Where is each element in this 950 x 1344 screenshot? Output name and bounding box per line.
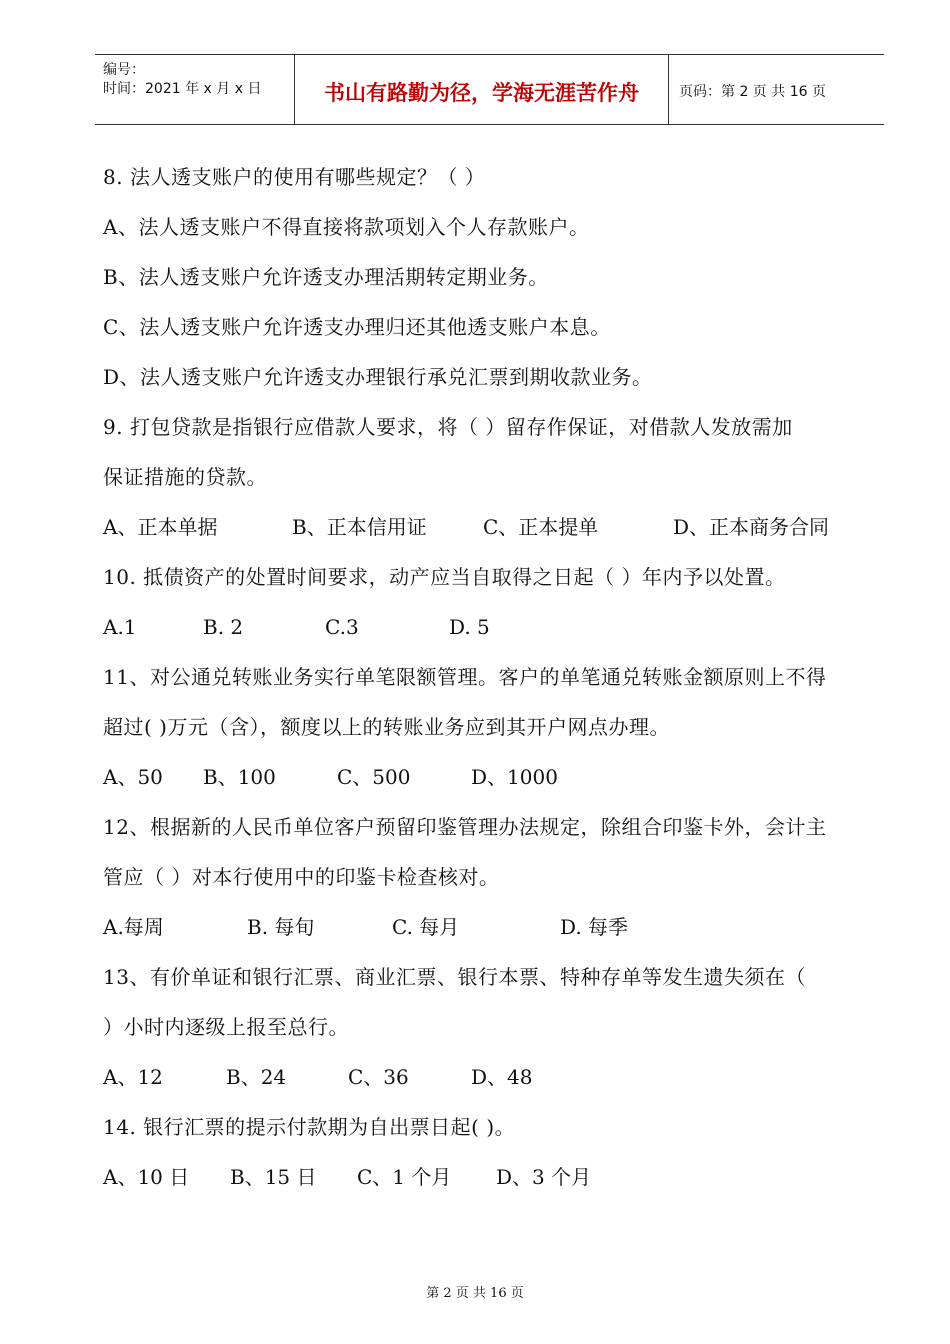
question-option: B、15 日 — [230, 1165, 317, 1189]
question-stem: 8. 法人透支账户的使用有哪些规定？（ ） — [103, 165, 486, 189]
question-option: C、法人透支账户允许透支办理归还其他透支账户本息。 — [103, 315, 611, 339]
question-option: C.3 — [325, 615, 359, 639]
question-option: D、48 — [471, 1065, 533, 1089]
page-footer: 第 2 页 共 16 页 — [426, 1286, 524, 1301]
question-option: A.1 — [103, 615, 137, 639]
question-option: D、3 个月 — [496, 1165, 592, 1189]
header-motto-cell — [295, 55, 669, 124]
question-stem: 保证措施的贷款。 — [103, 465, 267, 489]
question-stem: 9. 打包贷款是指银行应借款人要求，将（ ）留存作保证，对借款人发放需加 — [103, 415, 793, 439]
question-option: D、1000 — [471, 765, 558, 789]
motto-text: 书山有路勤为径，学海无涯苦作舟 — [324, 81, 639, 105]
question-option: B. 2 — [203, 615, 244, 639]
time-label: 时间：2021 年 x 月 x 日 — [103, 81, 262, 97]
question-option: B、法人透支账户允许透支办理活期转定期业务。 — [103, 265, 549, 289]
question-option: C、正本提单 — [483, 515, 599, 539]
question-option: C、36 — [348, 1065, 409, 1089]
question-option: B、100 — [203, 765, 276, 789]
question-option: A、50 — [103, 765, 163, 789]
question-option: D. 5 — [449, 615, 490, 639]
page-code: 页码：第 2 页 共 16 页 — [679, 84, 826, 100]
question-stem: 超过( )万元（含），额度以上的转账业务应到其开户网点办理。 — [103, 715, 670, 739]
question-option: C、1 个月 — [357, 1165, 452, 1189]
question-option: C. 每月 — [392, 915, 460, 939]
question-stem: 13、有价单证和银行汇票、商业汇票、银行本票、特种存单等发生遗失须在（ — [103, 965, 806, 989]
question-option: B、24 — [226, 1065, 287, 1089]
question-option: D、法人透支账户允许透支办理银行承兑汇票到期收款业务。 — [103, 365, 653, 389]
question-stem: ）小时内逐级上报至总行。 — [103, 1015, 349, 1039]
question-option: A、正本单据 — [103, 515, 218, 539]
question-option: B. 每旬 — [247, 915, 315, 939]
question-option: A、法人透支账户不得直接将款项划入个人存款账户。 — [103, 215, 590, 239]
question-stem: 管应（ ）对本行使用中的印鉴卡检查核对。 — [103, 865, 500, 889]
question-stem: 14. 银行汇票的提示付款期为自出票日起( )。 — [103, 1115, 516, 1139]
question-stem: 10. 抵债资产的处置时间要求，动产应当自取得之日起（ ）年内予以处置。 — [103, 565, 786, 589]
code-label: 编号： — [103, 62, 145, 78]
question-option: A.每周 — [103, 915, 164, 939]
question-stem: 11、对公通兑转账业务实行单笔限额管理。客户的单笔通兑转账金额原则上不得 — [103, 665, 827, 689]
question-option: B、正本信用证 — [292, 515, 427, 539]
question-option: D. 每季 — [560, 915, 629, 939]
header-page-cell — [669, 55, 884, 124]
question-option: A、10 日 — [103, 1165, 190, 1189]
question-option: C、500 — [337, 765, 411, 789]
question-option: A、12 — [103, 1065, 163, 1089]
question-stem: 12、根据新的人民币单位客户预留印鉴管理办法规定，除组合印鉴卡外，会计主 — [103, 815, 827, 839]
question-option: D、正本商务合同 — [673, 515, 830, 539]
header-info-cell — [95, 55, 295, 124]
page-header — [95, 54, 884, 125]
